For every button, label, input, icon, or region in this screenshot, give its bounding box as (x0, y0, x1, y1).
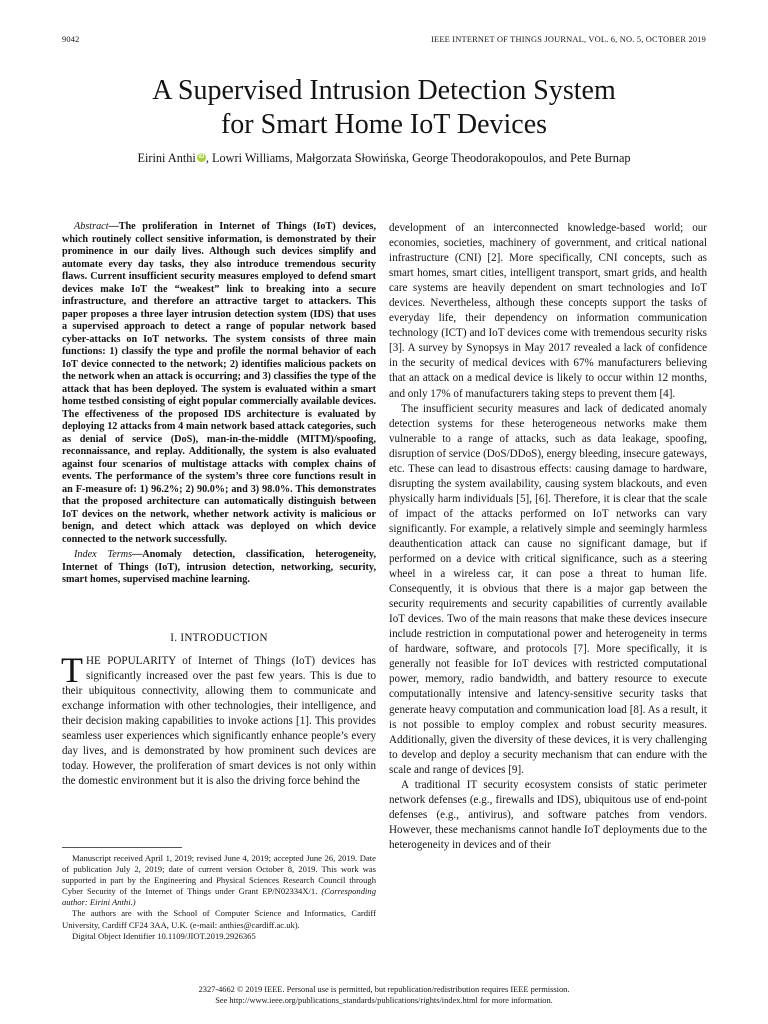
first-author: Eirini Anthi (137, 151, 196, 165)
footnote-doi: Digital Object Identifier 10.1109/JIOT.2019.2926365 (72, 930, 256, 941)
other-authors: , Lowri Williams, Małgorzata Słowińska, George Theodorakopoulos, and Pete Burnap (205, 151, 631, 165)
title-line-2: for Smart Home IoT Devices (220, 109, 548, 140)
orcid-icon[interactable]: iD (198, 154, 205, 160)
footnote-rule (62, 847, 182, 848)
footnote-manuscript: Manuscript received April 1, 2019; revised June 4, 2019; accepted June 26, 2019. Date of publication July 2, 2019; date of current version October 8, 2019. This work was supported in part by the Engineering and Physical Sciences Research Council through Cyber Security of the Internet of Things under Grant EP/N02334X/1. (Corresponding author: Eirini Anthi.) (62, 853, 376, 908)
copyright-line-1: 2327-4662 © 2019 IEEE. Personal use is permitted, but republication/redistribution requires IEEE permission. (198, 985, 570, 994)
section-heading-introduction: I. INTRODUCTION (170, 631, 268, 644)
title-line-1: A Supervised Intrusion Detection System (152, 75, 616, 106)
body-paragraph-1: development of an interconnected knowledge-based world; our economies, societies, machinery of government, and critical national infrastructure (CNI) [2]. More specifically, CNI concepts, such as smart homes, smart cities, intelligent transport, smart grids, and health care systems are heavily dependent on smart technologies and IoT devices. Nevertheless, although these concepts support the tasks of everyday life, their dependency on information communication technology (ICT) and IoT devices come with tremendous security risks [3]. A survey by Synopsys in May 2017 revealed a lack of confidence in the security of medical devices with 67% manufacturers believing that an attack on a medical device is likely to occur within 12 months, and only 17% of manufacturers taking steps to prevent them [4]. (389, 222, 707, 400)
body-paragraph-2: The insufficient security measures and lack of dedicated anomaly detection systems for these heterogeneous networks make them vulnerable to a range of attacks, such as data leakage, spoofing, disruption of service (DoS/DDoS), energy bleeding, insecure gateways, etc. These can lead to disastrous effects: causing damage to hardware, disrupting the system availability, causing system blackouts, and even physically harm individuals [5], [6]. Therefore, it is clear that the scale of impact of the attacks performed on IoT networks can vary significantly. For example, a relatively simple and seemingly harmless deauthentication attack can cause no significant damage, but if performed on a device with critical significance, such as a steering wheel in a wireless car, it can pose a threat to human life. Consequently, it is obvious that there is a major gap between the security requirements and security capabilities of currently available IoT devices. Two of the main reasons that make these devices insecure include restriction in computational power and heterogeneity in terms of hardware, software, and protocols [7]. More specifically, it is generally not feasible for IoT devices with restricted computational power, memory, radio bandwidth, and battery resource to execute computationally intensive and latency-sensitive security tasks that generate heavy computation and communication load [8]. As a result, it is not possible to employ complex and robust security measures. Additionally, given the diversity of these devices, it is very challenging to develop and deploy a security mechanism that can endure with the scale and range of devices [9]. (389, 402, 707, 776)
copyright-notice (0, 984, 768, 1006)
intro-paragraph (61, 649, 377, 789)
abstract (62, 221, 376, 546)
page-number: 9042 (62, 35, 80, 44)
footnote-affiliation: The authors are with the School of Computer Science and Informatics, Cardiff University, Cardiff CF24 3AA, U.K. (e-mail: anthies@cardiff.ac.uk). (62, 908, 376, 930)
footnotes (62, 853, 376, 942)
index-terms-text: —Anomaly detection, classification, heterogeneity, Internet of Things (IoT), intrusion detection, networking, security, smart homes, supervised machine learning. (62, 549, 376, 585)
left-column (62, 221, 376, 789)
corresponding-author: (Corresponding author: Eirini Anthi.) (62, 886, 376, 908)
intro-lead: HE POPULARITY (86, 654, 176, 667)
copyright-line-2: See http://www.ieee.org/publications_standards/publications/rights/index.html for more information. (215, 996, 553, 1005)
drop-cap: T (61, 649, 83, 690)
index-terms-label: Index Terms (74, 549, 133, 560)
paper-title (0, 74, 768, 142)
abstract-label: Abstract (74, 221, 109, 232)
right-column (389, 221, 707, 853)
journal-name: IEEE INTERNET OF THINGS JOURNAL, VOL. 6, NO. 5, OCTOBER 2019 (431, 35, 706, 44)
author-list (0, 151, 768, 166)
abstract-text: —The proliferation in Internet of Things (IoT) devices, which routinely collect sensitive information, is demonstrated by their prominence in our daily lives. Although such devices simplify and automate every day tasks, they also introduce tremendous security flaws. Current insufficient security measures employed to defend smart devices make IoT the “weakest” link to breaking into a secure infrastructure, and therefore an attractive target to attackers. This paper proposes a three layer intrusion detection system (IDS) that uses a supervised approach to detect a range of popular network based cyber-attacks on IoT networks. The system consists of three main functions: 1) classify the type and profile the normal behavior of each IoT device connected to the network; 2) identifies malicious packets on the network when an attack is occurring; and 3) classifies the type of the attack that has been deployed. The system is evaluated within a smart home testbed consisting of eight popular commercially available devices. The effectiveness of the proposed IDS architecture is evaluated by deploying 12 attacks from 4 main network based attack categories, such as denial of service (DoS), man-in-the-middle (MITM)/spoofing, reconnaissance, and replay. Additionally, the system is also evaluated against four scenarios of multistage attacks with complex chains of events. The performance of the system’s three core functions result in an F-measure of: 1) 96.2%; 2) 90.0%; and 3) 98.0%. This demonstrates that the proposed architecture can automatically distinguish between IoT devices on the network, whether network activity is malicious or benign, and detect which attack was deployed on which device connected to the network successfully. (62, 221, 377, 545)
intro-text: of Internet of Things (IoT) devices has significantly increased over the past few years. This is due to their ubiquitous connectivity, allowing them to communicate and exchange information with other technologies, their intelligence, and their decision making capabilities to invoke actions [1]. This provides seamless user experiences which significantly enhance people’s every day lives, and is demonstrated by how prominent such devices are today. However, the proliferation of smart devices is not only within the domestic environment but it is also the driving force behind the (62, 654, 377, 787)
index-terms (62, 549, 376, 587)
body-paragraph-3: A traditional IT security ecosystem consists of static perimeter network defenses (e.g., firewalls and IDS), ubiquitous use of end-point defenses (e.g., antivirus), and software patches from vendors. However, these mechanisms cannot handle IoT deployments due to the heterogeneity in devices and of their (389, 778, 707, 851)
running-header (62, 35, 706, 49)
